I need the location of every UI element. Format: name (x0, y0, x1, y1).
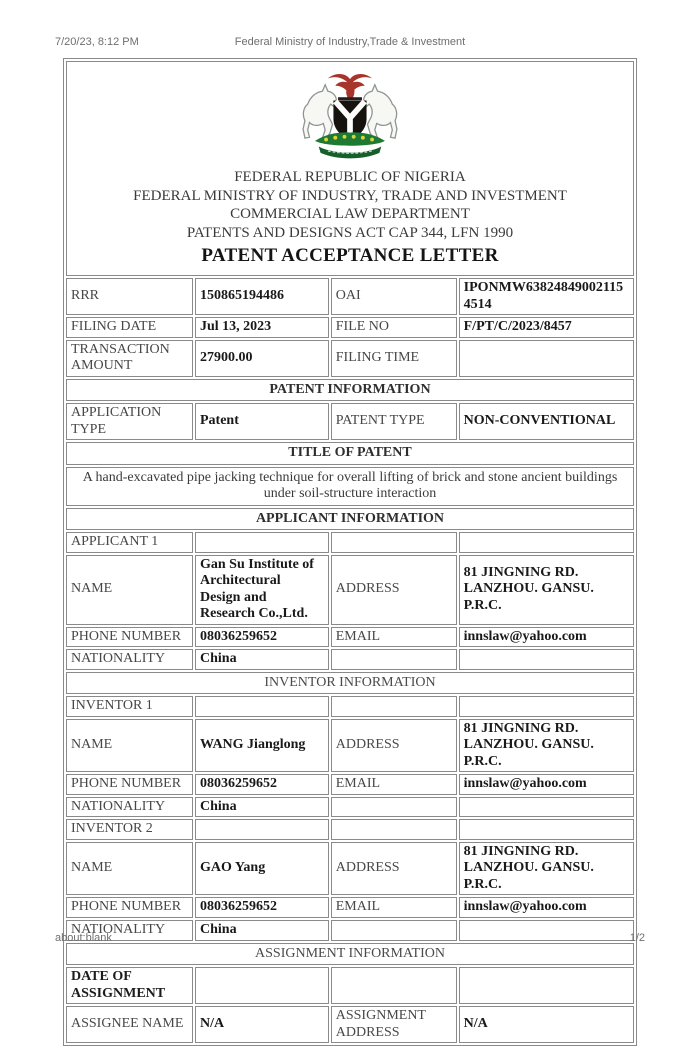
section-header: PATENT INFORMATION (66, 379, 634, 402)
torse-band (338, 97, 362, 100)
letterhead-line-act: PATENTS AND DESIGNS ACT CAP 344, LFN 1990 (186, 224, 514, 241)
table-row (66, 719, 634, 773)
table-row (66, 696, 634, 717)
field-label: NAME (66, 719, 193, 773)
table-row (66, 340, 634, 377)
table-row (66, 920, 634, 941)
table-row (66, 774, 634, 795)
field-label: APPLICATION TYPE (66, 403, 193, 440)
patent-title-text: A hand-excavated pipe jacking technique for overall lifting of brick and stone ancient buildings under soil-structure interaction (66, 467, 634, 506)
letterhead-line-country: FEDERAL REPUBLIC OF NIGERIA (234, 169, 466, 185)
field-value: 08036259652 (195, 774, 329, 795)
field-label: PATENT TYPE (331, 403, 457, 440)
field-value: innslaw@yahoo.com (459, 897, 634, 918)
table-row (66, 943, 634, 966)
field-value: China (195, 797, 329, 818)
field-label: NAME (66, 842, 193, 896)
table-row (66, 317, 634, 338)
field-value (331, 967, 457, 1004)
field-value: 81 JINGNING RD. LANZHOU. GANSU. P.R.C. (459, 719, 634, 773)
field-value: innslaw@yahoo.com (459, 627, 634, 648)
table-row (66, 819, 634, 840)
field-label: DATE OF ASSIGNMENT (66, 967, 193, 1004)
field-label: ADDRESS (331, 842, 457, 896)
field-value: 27900.00 (195, 340, 329, 377)
field-label: INVENTOR 2 (66, 819, 193, 840)
field-value (195, 967, 329, 1004)
table-row (66, 508, 634, 531)
field-label: ADDRESS (331, 719, 457, 773)
field-label: FILE NO (331, 317, 457, 338)
table-row (66, 403, 634, 440)
field-value: China (195, 920, 329, 941)
field-label: EMAIL (331, 897, 457, 918)
table-row (66, 797, 634, 818)
field-value: F/PT/C/2023/8457 (459, 317, 634, 338)
field-label: PHONE NUMBER (66, 627, 193, 648)
field-value: Patent (195, 403, 329, 440)
table-row (66, 649, 634, 670)
field-label: TRANSACTION AMOUNT (66, 340, 193, 377)
table-row (66, 555, 634, 625)
field-label: EMAIL (331, 627, 457, 648)
field-label: PHONE NUMBER (66, 774, 193, 795)
field-value: GAO Yang (195, 842, 329, 896)
field-value (331, 920, 457, 941)
field-value: 81 JINGNING RD. LANZHOU. GANSU. P.R.C. (459, 555, 634, 625)
table-row (66, 1006, 634, 1043)
nigeria-coat-of-arms-icon (291, 71, 409, 163)
field-value: NON-CONVENTIONAL (459, 403, 634, 440)
field-label: NATIONALITY (66, 797, 193, 818)
field-label: NATIONALITY (66, 649, 193, 670)
table-row (66, 532, 634, 553)
document-table (63, 58, 637, 1046)
table-row (66, 842, 634, 896)
field-value: IPONMW638248490021154514 (459, 278, 634, 315)
field-value: WANG Jianglong (195, 719, 329, 773)
field-value: 08036259652 (195, 897, 329, 918)
field-value: 150865194486 (195, 278, 329, 315)
table-row (66, 379, 634, 402)
field-value (195, 819, 329, 840)
letterhead-line-ministry: FEDERAL MINISTRY OF INDUSTRY, TRADE AND INVESTMENT (133, 187, 567, 204)
field-label: ADDRESS (331, 555, 457, 625)
print-footer-source: about:blank (55, 932, 112, 944)
table-row (66, 672, 634, 695)
print-header-title: Federal Ministry of Industry,Trade & Investment (234, 36, 466, 48)
field-label: PHONE NUMBER (66, 897, 193, 918)
field-value (331, 797, 457, 818)
document-table-body (66, 61, 634, 1043)
table-row (66, 897, 634, 918)
field-label: FILING DATE (66, 317, 193, 338)
field-value (459, 649, 634, 670)
field-value (459, 797, 634, 818)
field-label: ASSIGNEE NAME (66, 1006, 193, 1043)
field-value (331, 532, 457, 553)
letterhead-row (66, 61, 634, 276)
field-value (331, 649, 457, 670)
field-value (459, 340, 634, 377)
field-value: 08036259652 (195, 627, 329, 648)
left-horse (303, 85, 336, 139)
section-header: ASSIGNMENT INFORMATION (66, 943, 634, 966)
field-value (331, 696, 457, 717)
field-value (195, 532, 329, 553)
field-label: NAME (66, 555, 193, 625)
table-row (66, 467, 634, 506)
field-value: 81 JINGNING RD. LANZHOU. GANSU. P.R.C. (459, 842, 634, 896)
right-horse (364, 85, 397, 139)
field-value (459, 819, 634, 840)
field-value: N/A (195, 1006, 329, 1043)
field-value (459, 967, 634, 1004)
field-value: innslaw@yahoo.com (459, 774, 634, 795)
field-value (459, 920, 634, 941)
field-value (459, 696, 634, 717)
field-value: China (195, 649, 329, 670)
print-footer-page-indicator: 1/2 (629, 932, 645, 944)
table-row (66, 442, 634, 465)
print-header-datetime: 7/20/23, 8:12 PM (55, 36, 139, 48)
field-value: Jul 13, 2023 (195, 317, 329, 338)
field-value (195, 696, 329, 717)
table-row (66, 278, 634, 315)
field-value: N/A (459, 1006, 634, 1043)
section-header: TITLE OF PATENT (66, 442, 634, 465)
field-label: EMAIL (331, 774, 457, 795)
field-label: OAI (331, 278, 457, 315)
field-label: APPLICANT 1 (66, 532, 193, 553)
section-header: APPLICANT INFORMATION (66, 508, 634, 531)
field-value: Gan Su Institute of Architectural Design and Research Co.,Ltd. (195, 555, 329, 625)
table-row (66, 627, 634, 648)
field-value (459, 532, 634, 553)
letterhead-line-department: COMMERCIAL LAW DEPARTMENT (230, 206, 470, 222)
motto-banner (319, 146, 382, 158)
field-label: RRR (66, 278, 193, 315)
section-header: INVENTOR INFORMATION (66, 672, 634, 695)
field-label: INVENTOR 1 (66, 696, 193, 717)
document-title: PATENT ACCEPTANCE LETTER (201, 245, 499, 266)
field-label: NATIONALITY (66, 920, 193, 941)
field-value (331, 819, 457, 840)
patent-acceptance-letter-document (63, 58, 637, 1046)
letterhead (66, 61, 634, 276)
table-row (66, 967, 634, 1004)
field-label: FILING TIME (331, 340, 457, 377)
field-label: ASSIGNMENT ADDRESS (331, 1006, 457, 1043)
